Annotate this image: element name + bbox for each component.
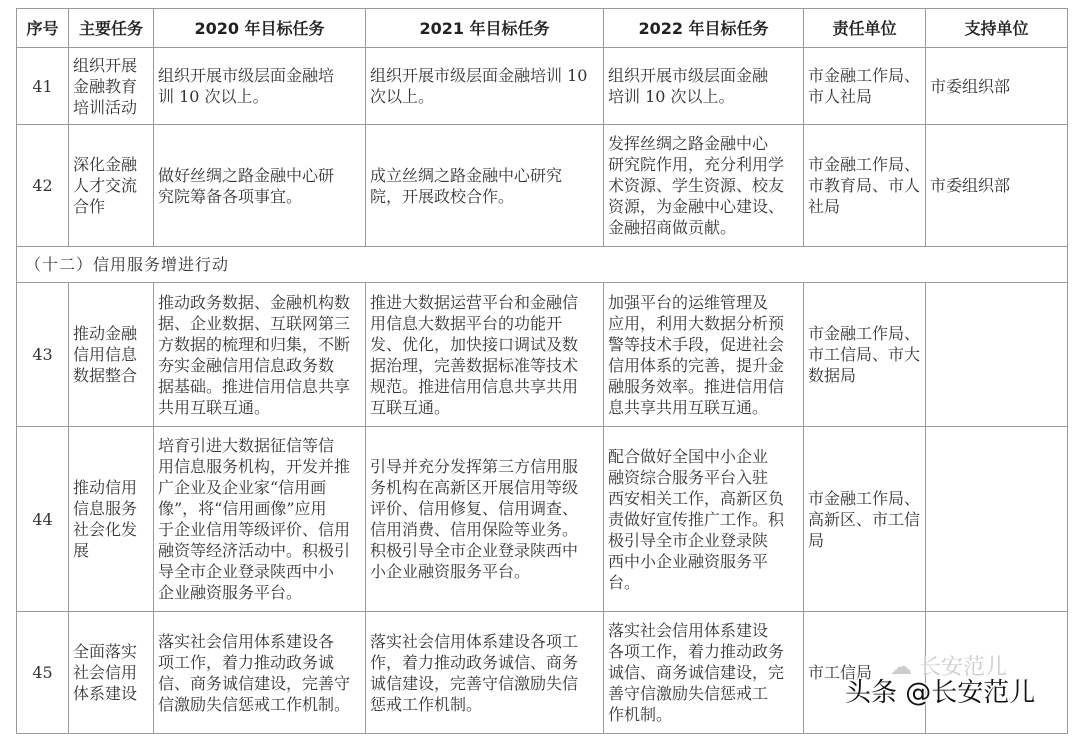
row-number: 44 bbox=[17, 427, 69, 612]
header-no: 序号 bbox=[17, 9, 69, 48]
target-2020: 组织开展市级层面金融培 训 10 次以上。 bbox=[154, 48, 366, 125]
target-2021: 落实社会信用体系建设各项工 作，着力推动政务诚信、商务 诚信建设，完善守信激励失信 惩戒工作机制。 bbox=[366, 612, 604, 734]
watermark: 头条 @长安范儿 bbox=[845, 678, 1036, 708]
main-task: 推动金融 信用信息 数据整合 bbox=[69, 283, 154, 427]
header-2021: 2021 年目标任务 bbox=[366, 9, 604, 48]
watermark-logo-icon: ☁ bbox=[890, 655, 919, 680]
main-task: 全面落实 社会信用 体系建设 bbox=[69, 612, 154, 734]
table-header-row bbox=[17, 9, 1068, 48]
support-unit bbox=[926, 283, 1068, 427]
table-row bbox=[17, 427, 1068, 612]
task-table bbox=[16, 8, 1068, 734]
target-2021: 组织开展市级层面金融培训 10 次以上。 bbox=[366, 48, 604, 125]
support-unit bbox=[926, 427, 1068, 612]
target-2021: 成立丝绸之路金融中心研究 院，开展政校合作。 bbox=[366, 125, 604, 247]
target-2022: 组织开展市级层面金融 培训 10 次以上。 bbox=[604, 48, 804, 125]
main-task: 推动信用 信息服务 社会化发 展 bbox=[69, 427, 154, 612]
responsible-unit: 市金融工作局、 市教育局、市人 社局 bbox=[804, 125, 926, 247]
target-2020: 做好丝绸之路金融中心研 究院筹备各项事宜。 bbox=[154, 125, 366, 247]
row-number: 45 bbox=[17, 612, 69, 734]
support-unit: 市委组织部 bbox=[926, 125, 1068, 247]
target-2022: 加强平台的运维管理及 应用，利用大数据分析预 警等技术手段，促进社会 信用体系的完善，提升金 融服务效率。推进信用信 息共享共用互联互通。 bbox=[604, 283, 804, 427]
header-support: 支持单位 bbox=[926, 9, 1068, 48]
row-number: 43 bbox=[17, 283, 69, 427]
header-2020: 2020 年目标任务 bbox=[154, 9, 366, 48]
target-2022: 落实社会信用体系建设 各项工作，着力推动政务 诚信、商务诚信建设，完 善守信激励失信惩戒工 作机制。 bbox=[604, 612, 804, 734]
support-unit: 市委组织部 bbox=[926, 48, 1068, 125]
table-body bbox=[17, 48, 1068, 734]
target-2020: 落实社会信用体系建设各 项工作，着力推动政务诚 信、商务诚信建设，完善守 信激励失信惩戒工作机制。 bbox=[154, 612, 366, 734]
table-row bbox=[17, 48, 1068, 125]
watermark-logo-text: 长安范儿 bbox=[919, 655, 1008, 680]
header-task: 主要任务 bbox=[69, 9, 154, 48]
target-2021: 引导并充分发挥第三方信用服 务机构在高新区开展信用等级 评价、信用修复、信用调查、 信用消费、信用保险等业务。 积极引导全市企业登录陕西中 小企业融资服务平台。 bbox=[366, 427, 604, 612]
target-2020: 培育引进大数据征信等信 用信息服务机构，开发并推 广企业及企业家“信用画 像”，将“信用画像”应用 于企业信用等级评价、信用 融资等经济活动中。积极引 导全市企业登录陕西中小 企业融资服务平台。 bbox=[154, 427, 366, 612]
target-2021: 推进大数据运营平台和金融信 用信息大数据平台的功能开 发、优化，加快接口调试及数 据治理，完善数据标准等技术 规范。推进信用信息共享共用 互联互通。 bbox=[366, 283, 604, 427]
target-2022: 发挥丝绸之路金融中心 研究院作用，充分利用学 术资源、学生资源、校友 资源，为金融中心建设、 金融招商做贡献。 bbox=[604, 125, 804, 247]
responsible-unit: 市工信局 bbox=[804, 612, 926, 734]
header-2022: 2022 年目标任务 bbox=[604, 9, 804, 48]
header-responsible: 责任单位 bbox=[804, 9, 926, 48]
table-row bbox=[17, 125, 1068, 247]
target-2022: 配合做好全国中小企业 融资综合服务平台入驻 西安相关工作，高新区负 责做好宣传推广工作。积 极引导全市企业登录陕 西中小企业融资服务平 台。 bbox=[604, 427, 804, 612]
row-number: 41 bbox=[17, 48, 69, 125]
table-row bbox=[17, 283, 1068, 427]
responsible-unit: 市金融工作局、 高新区、市工信 局 bbox=[804, 427, 926, 612]
row-number: 42 bbox=[17, 125, 69, 247]
responsible-unit: 市金融工作局、 市人社局 bbox=[804, 48, 926, 125]
responsible-unit: 市金融工作局、 市工信局、市大 数据局 bbox=[804, 283, 926, 427]
section-row bbox=[17, 247, 1068, 283]
main-task: 深化金融 人才交流 合作 bbox=[69, 125, 154, 247]
section-title: （十二）信用服务增进行动 bbox=[17, 247, 1068, 283]
main-task: 组织开展 金融教育 培训活动 bbox=[69, 48, 154, 125]
target-2020: 推动政务数据、金融机构数 据、企业数据、互联网第三 方数据的梳理和归集，不断 夯实金融信用信息政务数 据基础。推进信用信息共享 共用互联互通。 bbox=[154, 283, 366, 427]
